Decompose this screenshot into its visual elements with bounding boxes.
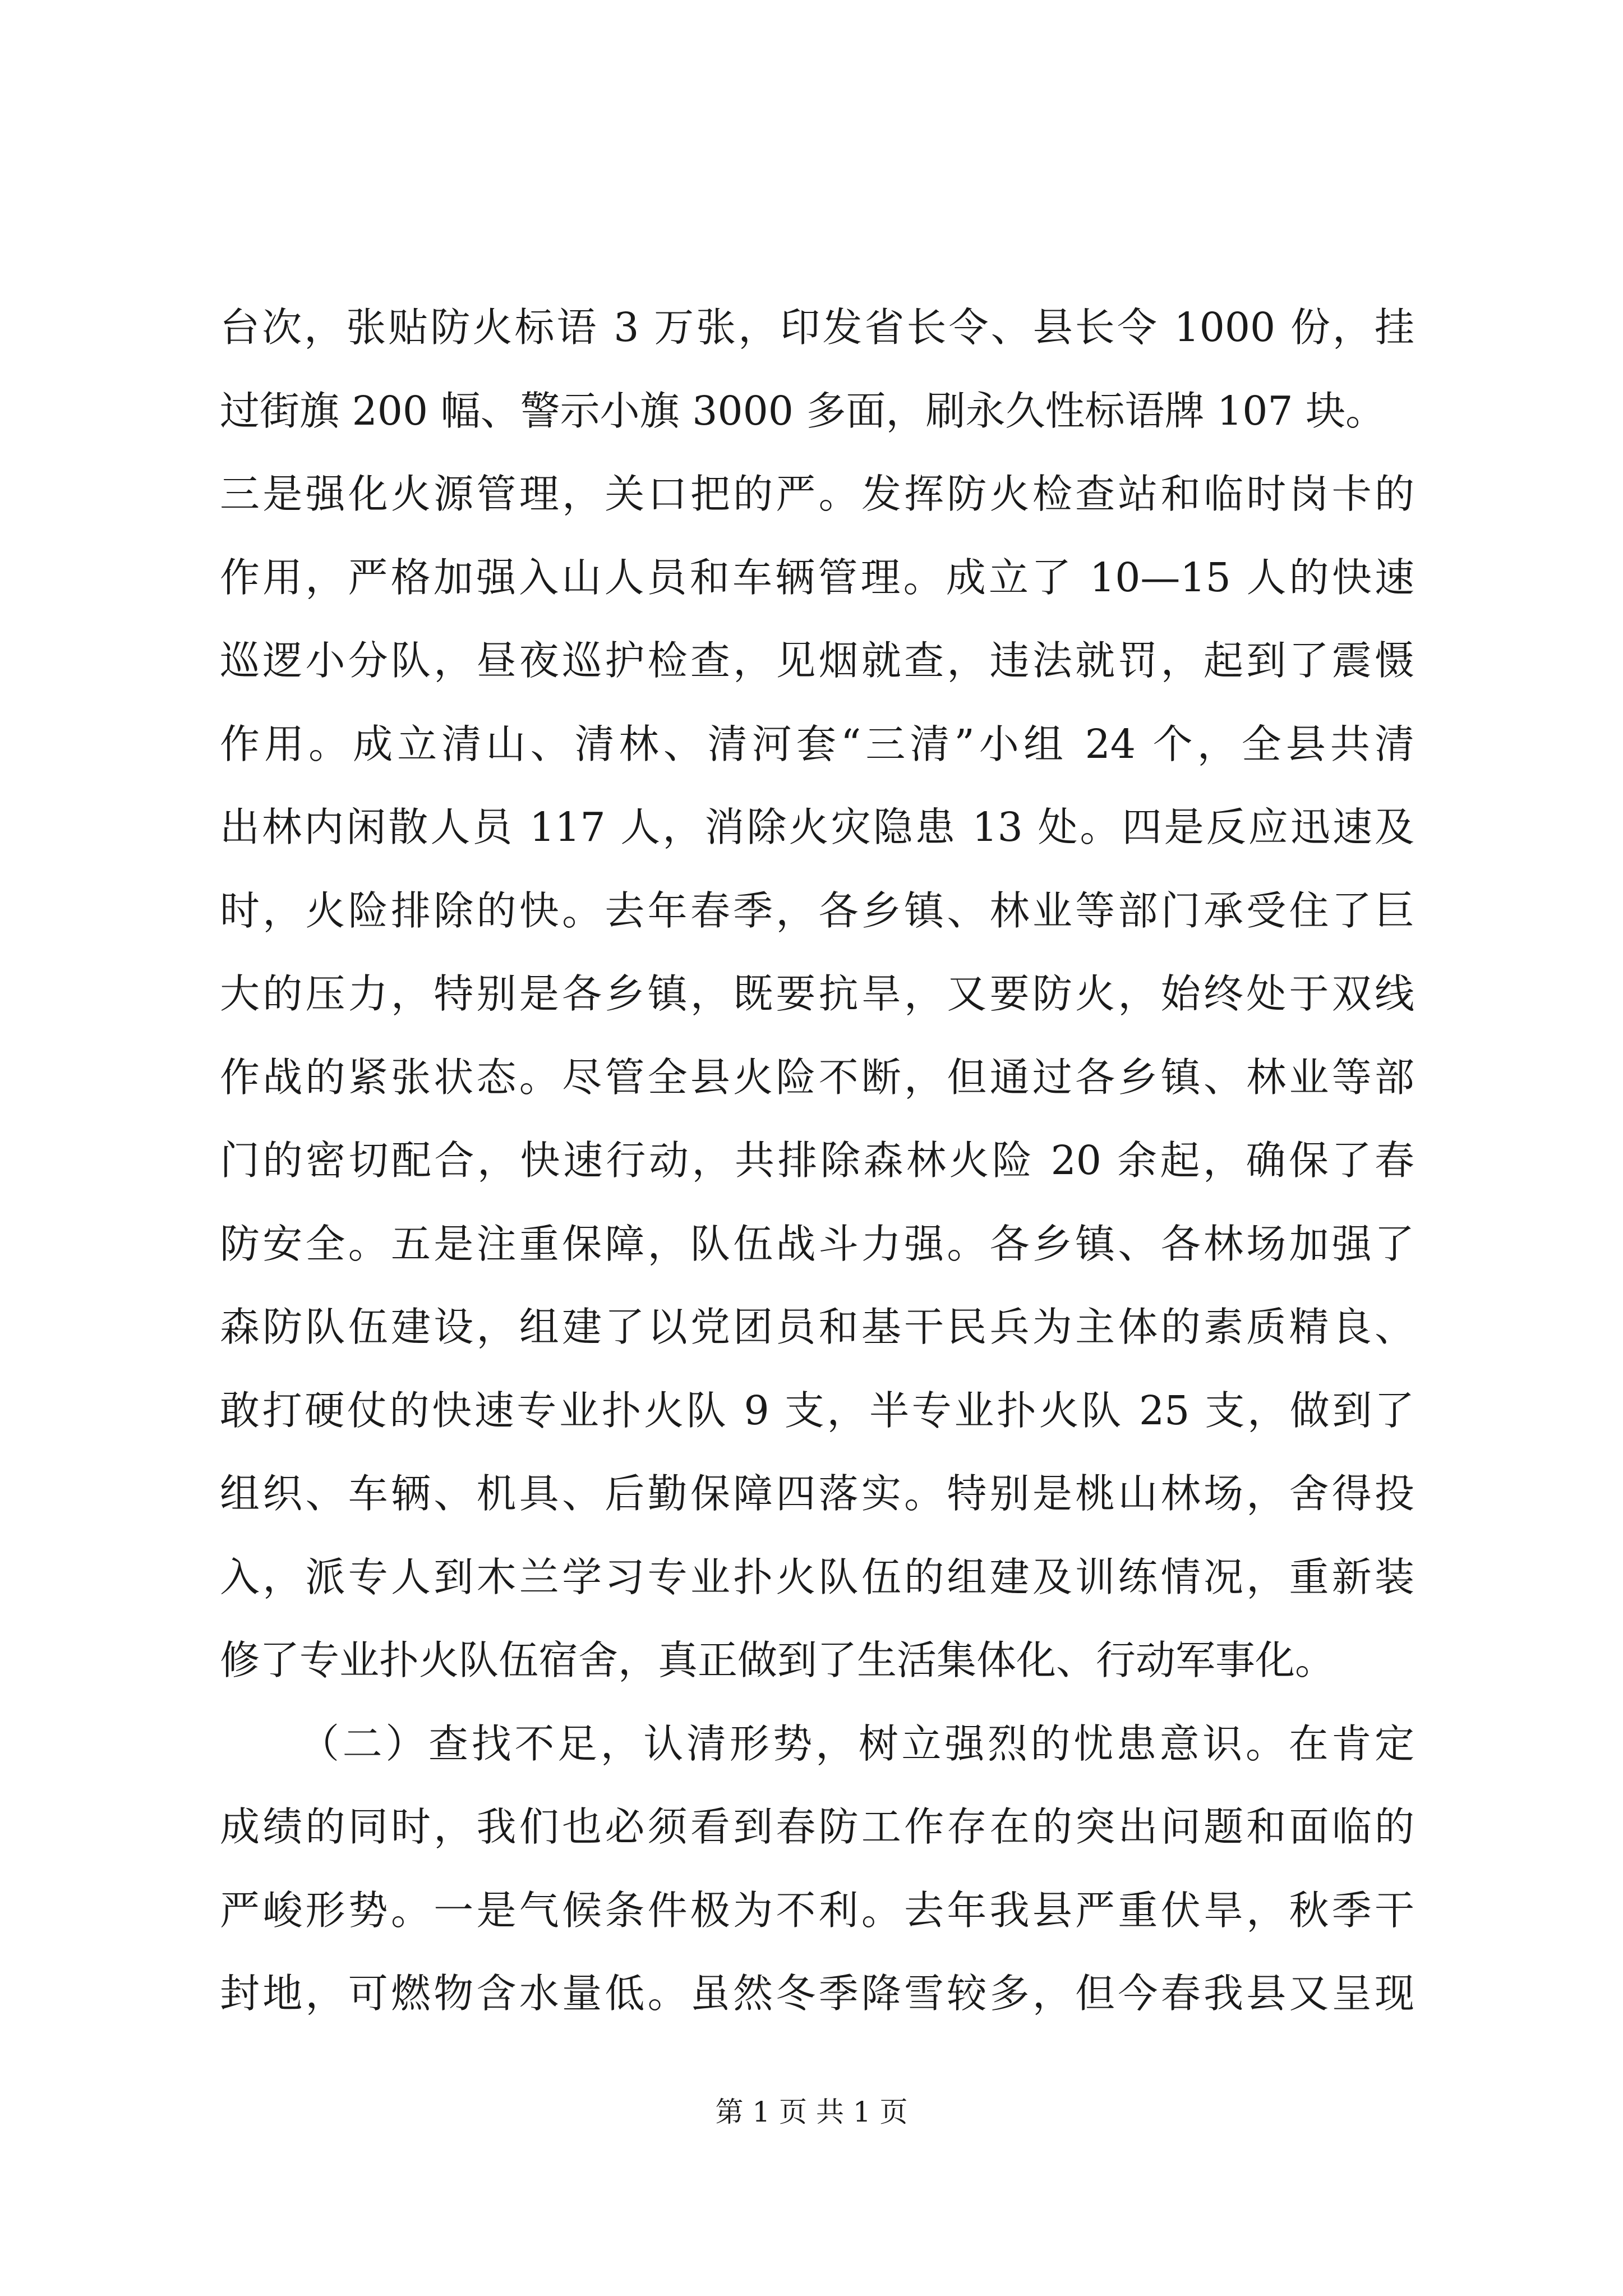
text-line: 森防队伍建设，组建了以党团员和基干民兵为主体的素质精良、 (220, 1304, 1414, 1350)
text-line: 作用。成立清山、清林、清河套“三清”小组 24 个，全县共清 (220, 720, 1414, 767)
body-text (220, 286, 1414, 2036)
text-line: 作战的紧张状态。尽管全县火险不断，但通过各乡镇、林业等部 (220, 1053, 1414, 1101)
text-line: 敢打硬仗的快速专业扑火队 9 支，半专业扑火队 25 支，做到了 (220, 1387, 1414, 1434)
text-line: 三是强化火源管理，关口把的严。发挥防火检查站和临时岗卡的 (220, 471, 1414, 517)
text-line: 封地，可燃物含水量低。虽然冬季降雪较多，但今春我县又呈现 (220, 1970, 1414, 2017)
text-line: 巡逻小分队，昼夜巡护检查，见烟就查，违法就罚，起到了震慑 (220, 637, 1414, 684)
text-line: 成绩的同时，我们也必须看到春防工作存在的突出问题和面临的 (220, 1803, 1414, 1850)
text-line: 入，派专人到木兰学习专业扑火队伍的组建及训练情况，重新装 (220, 1553, 1414, 1600)
text-line: 修了专业扑火队伍宿舍，真正做到了生活集体化、行动军事化。 (220, 1637, 1335, 1683)
text-line: 门的密切配合，快速行动，共排除森林火险 20 余起，确保了春 (220, 1137, 1414, 1184)
text-line: 出林内闲散人员 117 人，消除火灾隐患 13 处。四是反应迅速及 (220, 804, 1414, 850)
text-line: 大的压力，特别是各乡镇，既要抗旱，又要防火，始终处于双线 (220, 970, 1414, 1017)
text-line: 严峻形势。一是气候条件极为不利。去年我县严重伏旱，秋季干 (220, 1887, 1414, 1934)
text-line: 过街旗 200 幅、警示小旗 3000 多面，刷永久性标语牌 107 块。 (220, 387, 1386, 434)
text-line: 组织、车辆、机具、后勤保障四落实。特别是桃山林场，舍得投 (220, 1470, 1414, 1517)
text-line: 防安全。五是注重保障，队伍战斗力强。各乡镇、各林场加强了 (220, 1220, 1414, 1267)
paragraph-first-line: （二）查找不足，认清形势，树立强烈的忧患意识。在肯定 (299, 1720, 1414, 1767)
page-number: 第 1 页 共 1 页 (715, 2096, 908, 2128)
text-line: 台次，张贴防火标语 3 万张，印发省长令、县长令 1000 份，挂 (220, 304, 1414, 351)
text-line: 作用，严格加强入山人员和车辆管理。成立了 10—15 人的快速 (220, 554, 1414, 601)
page-footer (0, 2092, 1623, 2132)
text-line: 时，火险排除的快。去年春季，各乡镇、林业等部门承受住了巨 (220, 887, 1414, 934)
